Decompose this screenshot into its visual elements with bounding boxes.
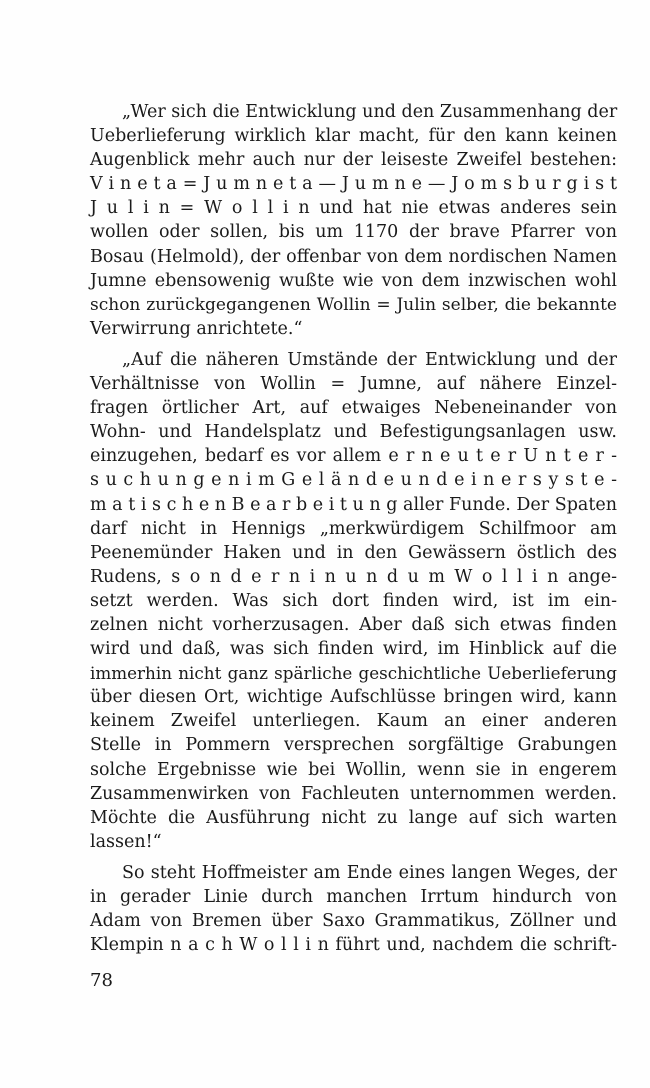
text-line: Ueberlieferung wirklich klar macht, für den kann keinen [90,126,617,147]
text-line: V i n e t a = J u m n e t a — J u m n e — J o m s b u r g i s t [90,174,617,195]
text-line: Klempin n a c h W o l l i n führt und, nachdem die schrift- [90,935,617,956]
paragraph-gap [90,341,617,348]
text-line: „Wer sich die Entwicklung und den Zusammenhang der [122,102,618,122]
text-line: Augenblick mehr auch nur der leiseste Zweifel bestehen: [90,150,617,171]
text-line: Rudens, s o n d e r n i n u n d u m W o l l i n ange- [90,566,617,587]
text-line: Zusammenwirken von Fachleuten unternommen werden. [90,783,617,804]
page-number: 78 [90,970,113,991]
text-line: schon zurückgegangenen Wollin = Julin selber, die bekannte [90,294,617,315]
text-line: s u c h u n g e n i m G e l ä n d e u n d e i n e r s y s t e - [90,470,617,491]
text-line: Verwirrung anrichtete.“ [90,318,303,339]
text-line: J u l i n = W o l l i n und hat nie etwas anderes sein [90,198,617,219]
text-line: wird und daß, was sich finden wird, im Hinblick auf die [90,639,617,660]
paragraph-1 [90,100,617,341]
text-line: solche Ergebnisse wie bei Wollin, wenn sie in engerem [90,759,617,780]
text-line: zelnen nicht vorherzusagen. Aber daß sich etwas finden [90,614,617,635]
text-line: So steht Hoffmeister am Ende eines langen Weges, der [122,862,617,883]
text-line: m a t i s c h e n B e a r b e i t u n g aller Funde. Der Spaten [90,494,617,515]
text-line: in gerader Linie durch manchen Irrtum hindurch von [90,887,617,907]
text-line: „Auf die näheren Umstände der Entwicklung und der [122,349,617,370]
text-line: lassen!“ [90,831,162,852]
text-line: setzt werden. Was sich dort finden wird, ist im ein- [90,590,617,611]
paragraph-2 [90,348,617,854]
text-line: Bosau (Helmold), der offenbar von dem nordischen Namen [90,246,617,267]
text-line: Verhältnisse von Wollin = Jumne, auf nähere Einzel- [90,374,617,395]
text-line: Peenemünder Haken und in den Gewässern östlich des [90,542,617,563]
text-line: über diesen Ort, wichtige Aufschlüsse bringen wird, kann [90,687,617,708]
text-line: Stelle in Pommern versprechen sorgfältige Grabungen [90,735,617,756]
text-line: Möchte die Ausführung nicht zu lange auf sich warten [90,807,617,828]
text-line: darf nicht in Hennigs „merkwürdigem Schilfmoor am [90,518,617,539]
paragraph-gap [90,854,617,861]
body-text [90,100,617,957]
text-line: Adam von Bremen über Saxo Grammatikus, Zöllner und [90,911,617,932]
text-line: Jumne ebensowenig wußte wie von dem inzwischen wohl [90,270,617,291]
text-line: wollen oder sollen, bis um 1170 der brave Pfarrer von [90,222,617,243]
text-line: einzugehen, bedarf es vor allem e r n e u t e r U n t e r - [90,446,617,467]
paragraph-3 [90,861,617,957]
text-line: fragen örtlicher Art, auf etwaiges Nebeneinander von [90,398,617,419]
text-line: immerhin nicht ganz spärliche geschichtliche Ueberlieferung [90,663,617,684]
text-line: keinem Zweifel unterliegen. Kaum an einer anderen [90,711,617,732]
text-line: Wohn- und Handelsplatz und Befestigungsanlagen usw. [90,422,617,443]
